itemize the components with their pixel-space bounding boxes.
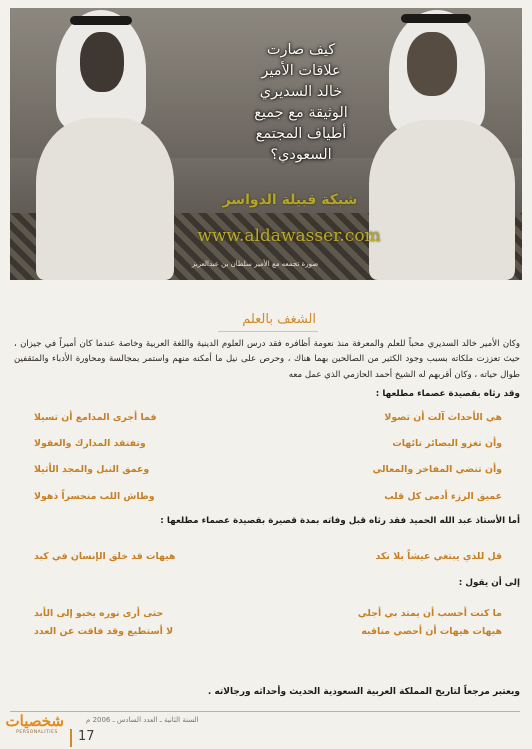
magazine-logo: شخصيات xyxy=(5,712,64,730)
verse-first-half: هيهات هيهات أن أحصي مناقبه xyxy=(361,625,502,637)
poem-verse-row xyxy=(34,462,502,476)
headline-line: خالد السديري xyxy=(259,84,343,100)
issue-info: السنة الثانية ـ العدد السادس ـ 2006 م xyxy=(86,716,199,724)
poem-verse-row xyxy=(34,549,502,563)
poem-verse-row xyxy=(34,606,502,620)
verse-first-half: عميق الرزء أدمى كل قلب xyxy=(384,490,502,502)
headline-line: علاقات الأمير xyxy=(261,63,341,79)
watermark-arabic: شبكة قبيلة الدواسر xyxy=(222,192,358,208)
footer-divider xyxy=(10,711,520,712)
header-photo xyxy=(10,8,522,280)
verse-second-half: فما أجرى المدامع أن تسيلا xyxy=(34,411,157,423)
section-heading: الشغف بالعلم xyxy=(242,312,316,327)
intro-paragraph: وكان الأمير خالد السديري محباً للعلم والمعرفة منذ نعومة أظافره فقد درس العلوم الدينية واللغة العربية وخاصة عندما كان أميراً في جيزان ، حيث تعززت ملكاته بسبب وجود الكثير من الصالحين بهما هناك ، وحرص على نيل ما أمكنه منهم واستمر بمجالسة ومحاورة الأدباء والمثقفين طوال حياته ، وكان أقربهم له الشيخ أحمد الحازمي الذي عمل معه xyxy=(14,339,520,380)
heading-divider xyxy=(218,331,318,332)
headline-line: الوثيقة مع جميع xyxy=(254,105,348,121)
photo-headline xyxy=(242,40,360,166)
verse-second-half: لا أستطيع وقد فاقت عن العدد xyxy=(34,625,174,637)
verse-second-half: هيهات قد خلق الإنسان في كبد xyxy=(34,550,176,562)
headline-line: السعودي؟ xyxy=(270,147,332,163)
verse-second-half: وطاش اللب منحسراً ذهولا xyxy=(34,490,155,502)
verse-first-half: وأن تغزو البصائر تائهات xyxy=(392,437,502,449)
poem-verse-row xyxy=(34,410,502,424)
verse-first-half: قل للذي يبتغي عيشاً بلا نكد xyxy=(375,550,502,562)
headline-line: أطياف المجتمع xyxy=(255,126,347,142)
poem-verse-row xyxy=(34,489,502,503)
verse-second-half: وعمق النبل والمجد الأثيلا xyxy=(34,463,150,475)
poem-verse-row xyxy=(34,624,502,638)
magazine-logo-subtitle: PERSONALITIES xyxy=(16,730,58,735)
headline-line: كيف صارت xyxy=(266,42,336,58)
poem1-intro: وقد رثاه بقصيدة عصماء مطلعها : xyxy=(375,389,520,399)
photo-person-left xyxy=(28,8,178,280)
watermark-url: www.aldawasser.com xyxy=(197,226,381,246)
page-number: 17 xyxy=(78,729,95,744)
page-number-bar xyxy=(70,729,72,747)
verse-second-half: حتى أرى نوره يخبو إلى الأبد xyxy=(34,607,164,619)
poem-verse-row xyxy=(34,436,502,450)
verse-first-half: هي الأحداث آلت أن تصولا xyxy=(384,411,502,423)
verse-first-half: وأن تنضي المفاخر والمعالي xyxy=(372,463,502,475)
verse-second-half: وتفتقد المدارك والعقولا xyxy=(34,437,146,449)
photo-caption: صورة تجمعه مع الأمير سلطان بن عبدالعزيز xyxy=(191,260,319,268)
poem2-intro: أما الأستاذ عبد الله الحميد فقد رثاه قبل وفاته بمدة قصيرة بقصيدة عصماء مطلعها : xyxy=(160,516,520,526)
closing-sentence: ويعتبر مرجعاً لتاريخ المملكة العربية السعودية الحديث وأحداثه ورجالاته . xyxy=(207,687,520,697)
verse-first-half: ما كنت أحسب أن يمتد بي أجلي xyxy=(357,607,502,619)
poem3-intro: إلى أن يقول : xyxy=(458,578,520,588)
